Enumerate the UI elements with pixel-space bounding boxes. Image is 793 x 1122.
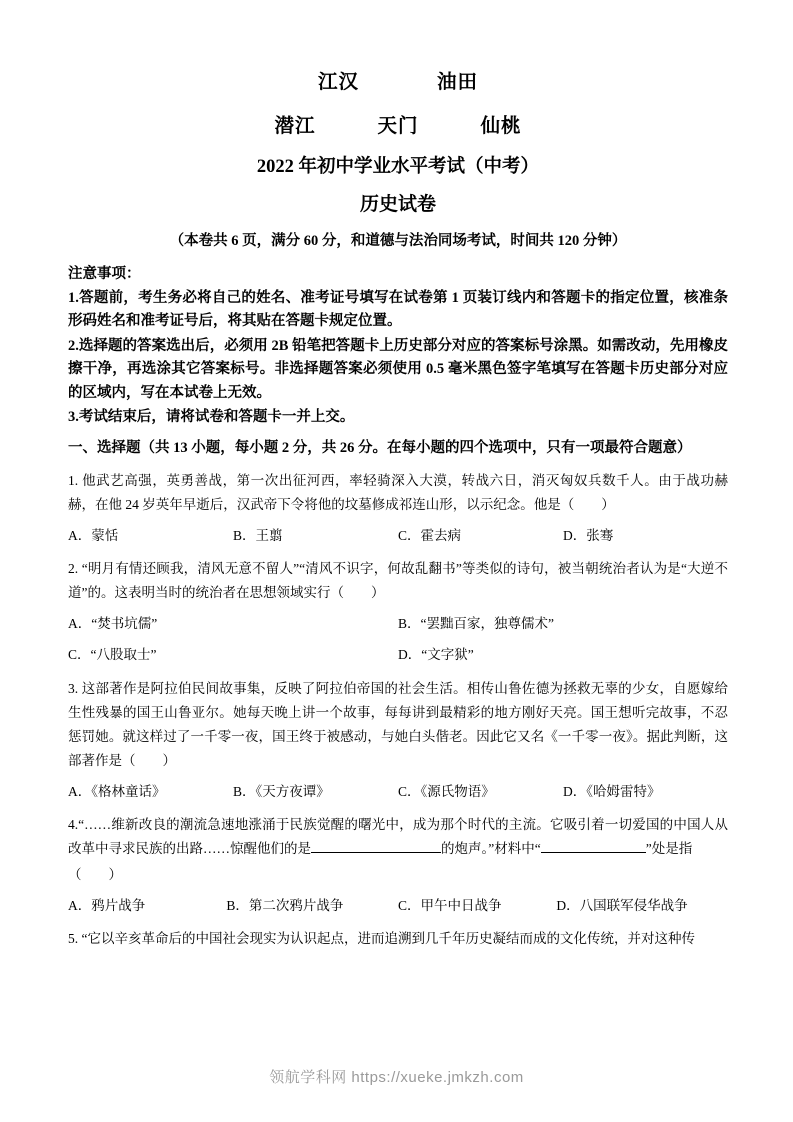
question-4-option-a[interactable]: A．鸦片战争 bbox=[68, 897, 146, 913]
question-2-text: “明月有情还顾我，清风无意不留人”“清风不识字，何故乱翻书”等类似的诗句，被当朝统治者认为是“大逆不道”的。这表明当时的统治者在思想领域实行（ ） bbox=[68, 561, 728, 601]
question-4-answer-paren: （ ） bbox=[68, 866, 122, 882]
question-4-fill-blank-2[interactable] bbox=[541, 839, 646, 853]
question-4-option-c[interactable]: C．甲午中日战争 bbox=[397, 897, 502, 913]
question-2-options-row-2 bbox=[68, 643, 728, 667]
question-3-text: 这部著作是阿拉伯民间故事集，反映了阿拉伯帝国的社会生活。相传山鲁佐德为拯救无辜的少女，自愿嫁给生性残暴的国王山鲁亚尔。她每天晚上讲一个故事，每每讲到最精彩的地方刚好天亮。国王想听完故事，不忍惩罚她。就这样过了一千零一夜，国王终于被感动，与她白头偕老。因此它又名《一千零一夜》。据此判断，这部著作是（ ） bbox=[68, 680, 729, 768]
header-line-2 bbox=[68, 110, 728, 138]
question-4-option-d[interactable]: D．八国联军侵华战争 bbox=[556, 897, 688, 913]
question-1-text: 他武艺高强，英勇善战，第一次出征河西，率轻骑深入大漠，转战六日，消灭匈奴兵数千人。由于战功赫赫，在他 24 岁英年早逝后，汉武帝下令将他的坟墓修成祁连山形，以示纪念。他是（ ） bbox=[68, 473, 729, 513]
question-4 bbox=[68, 813, 728, 861]
question-5-text: “它以辛亥革命后的中国社会现实为认识起点，进而追溯到几千年历史凝结而成的文化传统，并对这种传 bbox=[81, 930, 695, 946]
question-1-option-c[interactable]: C．霍去病 bbox=[398, 528, 462, 544]
question-1-option-b[interactable]: B．王翦 bbox=[233, 528, 283, 544]
footer-watermark: 领航学科网 https://xueke.jmkzh.com bbox=[269, 1069, 524, 1086]
question-4-option-b[interactable]: B．第二次鸦片战争 bbox=[226, 897, 344, 913]
header-line-1 bbox=[68, 66, 728, 94]
question-3-number: 3. bbox=[68, 680, 79, 696]
question-1-number: 1. bbox=[68, 473, 79, 489]
question-4-text-middle: 的炮声。”材料中“ bbox=[441, 840, 541, 856]
question-2-option-b[interactable]: B．“罢黜百家，独尊儒术” bbox=[398, 616, 554, 632]
notice-title: 注意事项： bbox=[68, 266, 141, 282]
question-2-options-row-1 bbox=[68, 612, 728, 636]
question-1 bbox=[68, 469, 728, 517]
notice-item-3: 3.考试结束后，请将试卷和答题卡一并上交。 bbox=[68, 409, 355, 426]
question-3-option-d[interactable]: D．《哈姆雷特》 bbox=[563, 783, 661, 799]
question-5 bbox=[68, 927, 728, 951]
question-4-text-after: ”处是指 bbox=[645, 840, 693, 856]
exam-name: 2022 年初中学业水平考试（中考） bbox=[256, 157, 540, 177]
paper-subtitle: （本卷共 6 页，满分 60 分，和道德与法治同场考试，时间共 120 分钟） bbox=[169, 233, 627, 249]
notice-item-1: 1.答题前，考生务必将自己的姓名、准考证号填写在试卷第 1 页装订线内和答题卡的指定位置，核准条形码姓名和准考证号后，将其贴在答题卡规定位置。 bbox=[68, 290, 728, 330]
question-4-text-before: “……维新改良的潮流急速地涨涌于民族觉醒的曙光中，成为那个时代的主流。它吸引着一切爱国的中国人从改革中寻求民族的出路……惊醒他们的是 bbox=[68, 816, 728, 856]
question-2-option-a[interactable]: A．“焚书坑儒” bbox=[68, 616, 158, 632]
question-3 bbox=[68, 677, 728, 773]
notice-item-2: 2.选择题的答案选出后，必须用 2B 铅笔把答题卡上历史部分对应的答案标号涂黑。如需改动，先用橡皮擦干净，再选涂其它答案标号。非选择题答案必须使用 0.5 毫米黑色签字笔填写在答题卡历史部分对应的区域内，写在本试卷上无效。 bbox=[68, 337, 728, 401]
question-3-option-b[interactable]: B．《天方夜谭》 bbox=[233, 783, 330, 799]
question-2-number: 2. bbox=[68, 561, 79, 577]
question-5-number: 5. bbox=[68, 930, 79, 946]
header-region-tianmen: 天门 bbox=[377, 116, 419, 137]
header-region-xiantao: 仙桃 bbox=[480, 116, 522, 137]
question-4-options bbox=[68, 894, 728, 918]
header-region-jianghan: 江汉 bbox=[317, 72, 359, 93]
section-heading-multiple-choice: 一、选择题（共 13 小题，每小题 2 分，共 26 分。在每小题的四个选项中，只有一项最符合题意） bbox=[68, 439, 692, 456]
question-3-option-a[interactable]: A．《格林童话》 bbox=[68, 783, 166, 799]
question-1-option-d[interactable]: D．张骞 bbox=[563, 528, 614, 544]
question-1-option-a[interactable]: A．蒙恬 bbox=[68, 528, 119, 544]
header-region-youtian: 油田 bbox=[437, 72, 479, 93]
header-region-qianjiang: 潜江 bbox=[274, 116, 316, 137]
question-4-fill-blank-1[interactable] bbox=[311, 839, 441, 853]
question-2-option-c[interactable]: C．“八股取士” bbox=[68, 647, 157, 663]
question-2 bbox=[68, 557, 728, 605]
question-1-options bbox=[68, 524, 728, 548]
paper-title: 历史试卷 bbox=[359, 194, 436, 215]
page-content bbox=[68, 52, 728, 951]
question-3-options bbox=[68, 780, 728, 804]
question-3-option-c[interactable]: C．《源氏物语》 bbox=[398, 783, 495, 799]
question-4-number: 4. bbox=[68, 816, 79, 832]
question-2-option-d[interactable]: D．“文字狱” bbox=[398, 647, 474, 663]
